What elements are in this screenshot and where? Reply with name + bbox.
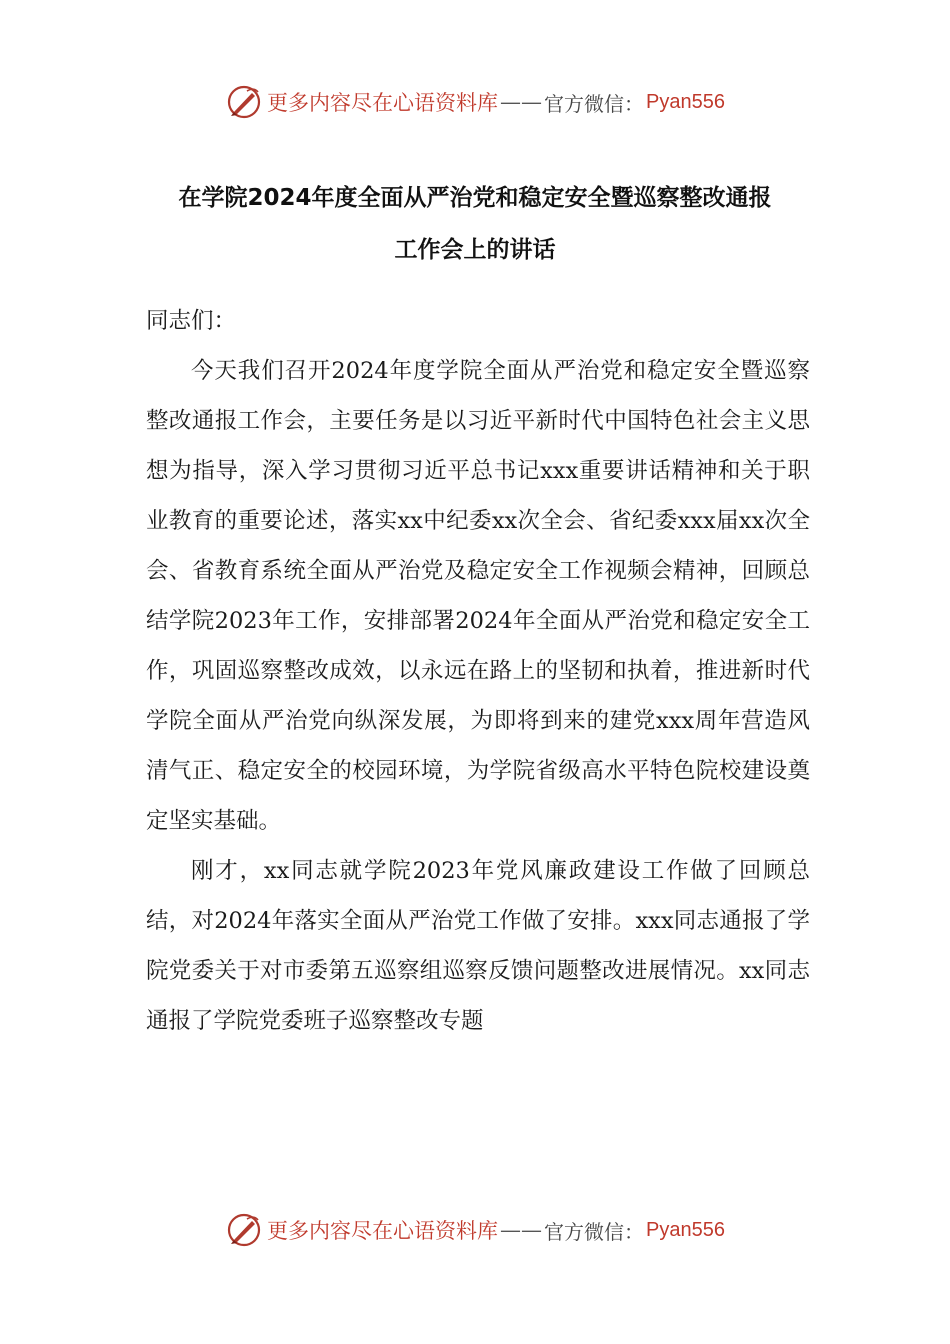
document-title-line-2: 工作会上的讲话 — [394, 237, 556, 263]
header-watermark-banner — [0, 80, 950, 124]
body-paragraph-1: 今天我们召开2024年度学院全面从严治党和稳定安全暨巡察整改通报工作会，主要任务是以习近平新时代中国特色社会主义思想为指导，深入学习贯彻习近平总书记xxx重要讲话精神和关于职业教育的重要论述，落实xx中纪委xx次全会、省纪委xxx届xx次全会、省教育系统全面从严治党及稳定安全工作视频会精神，回顾总结学院2023年工作，安排部署2024年全面从严治党和稳定安全工作，巩固巡察整改成效，以永远在路上的坚韧和执着，推进新时代学院全面从严治党向纵深发展，为即将到来的建党xxx周年营造风清气正、稳定安全的校园环境，为学院省级高水平特色院校建设奠定坚实基础。 — [146, 358, 810, 834]
salutation: 同志们： — [146, 308, 237, 334]
watermark-brand-text: 更多内容尽在心语资料库 — [267, 1219, 499, 1243]
pen-logo-icon — [225, 1211, 263, 1249]
document-title — [110, 172, 840, 276]
watermark-dash: —— — [500, 1218, 543, 1242]
watermark-dash: —— — [500, 90, 543, 114]
watermark-brand-text: 更多内容尽在心语资料库 — [267, 91, 499, 115]
footer-watermark-banner — [0, 1208, 950, 1252]
document-body — [146, 296, 810, 1046]
watermark-official-label: 官方微信： — [544, 91, 645, 116]
watermark-official-label: 官方微信： — [544, 1219, 645, 1244]
document-title-line-1: 在学院2024年度全面从严治党和稳定安全暨巡察整改通报 — [178, 185, 772, 211]
body-paragraph-2: 刚才，xx同志就学院2023年党风廉政建设工作做了回顾总结，对2024年落实全面从严治党工作做了安排。xxx同志通报了学院党委关于对市委第五巡察组巡察反馈问题整改进展情况。xx同志通报了学院党委班子巡察整改专题 — [146, 858, 810, 1034]
watermark-wechat-id: Pyan556 — [646, 90, 725, 113]
watermark-wechat-id: Pyan556 — [646, 1218, 725, 1241]
pen-logo-icon — [225, 83, 263, 121]
